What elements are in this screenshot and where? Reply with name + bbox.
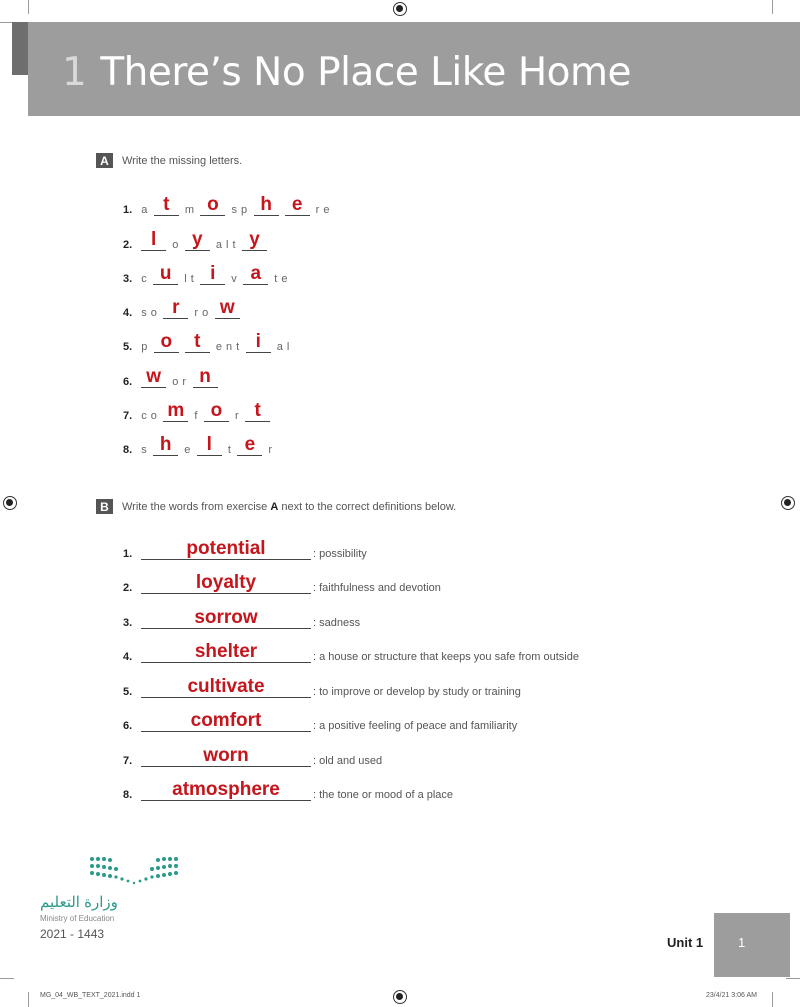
item-number: 7. [123,755,133,767]
registration-mark-icon [393,2,407,16]
answer-letter: o [160,331,173,352]
given-letters: s p [231,204,248,216]
item-number: 4. [123,651,133,663]
crop-mark [772,992,773,1007]
unit-number: 1 [62,50,87,95]
answer-letter: t [194,331,201,352]
exercise-b-item [123,708,517,732]
answer-line[interactable] [141,676,311,698]
letter-blank[interactable] [245,402,270,422]
ministry-name-english: Ministry of Education [40,914,115,923]
given-letters: e n t [215,341,240,353]
answer-word: comfort [190,710,262,731]
exercise-b-item [123,639,579,663]
item-number: 3. [123,273,133,285]
given-letters: v [231,273,238,285]
letter-blank[interactable] [193,368,218,388]
exercise-a-item [123,194,333,216]
crop-mark [28,0,29,14]
exercise-b-item [123,777,453,801]
exercise-b-instruction [122,501,456,513]
answer-word: atmosphere [172,779,280,800]
given-letters: t [227,444,232,456]
letter-blank[interactable] [237,436,262,456]
given-letters: m [184,204,195,216]
answer-letter: y [192,229,203,250]
answer-letter: o [207,194,219,215]
item-number: 3. [123,617,133,629]
given-letters: l t [184,273,195,285]
letter-blank[interactable] [204,402,229,422]
given-letters: a [141,204,148,216]
given-letters: r e [315,204,331,216]
answer-word: loyalty [195,572,257,593]
answer-letter: l [206,434,212,455]
item-number: 2. [123,239,133,251]
answer-letter: w [146,366,162,387]
item-number: 5. [123,686,133,698]
answer-line[interactable] [141,745,311,767]
ministry-name-arabic: وزارة التعليم [40,894,118,911]
letter-blank[interactable] [243,265,268,285]
exercise-b-item [123,570,441,594]
definition-text: : old and used [313,755,383,767]
answer-letter: u [159,263,172,284]
instruction-bold: A [270,500,279,513]
item-number: 2. [123,582,133,594]
letter-blank[interactable] [197,436,222,456]
letter-blank[interactable] [154,196,179,216]
given-letters: t e [274,273,288,285]
answer-word: potential [186,538,266,559]
registration-mark-icon [3,496,17,510]
registration-mark-icon [393,990,407,1004]
letter-blank[interactable] [163,402,188,422]
exercise-a-item [123,297,243,319]
answer-letter: m [167,400,185,421]
crop-mark [28,992,29,1007]
exercise-a-item [123,263,291,285]
answer-line[interactable] [141,779,311,801]
title-text: There’s No Place Like Home [100,50,631,95]
given-letters: o [172,239,179,251]
given-letters: o r [172,376,187,388]
exercise-a-item [123,229,270,251]
letter-blank[interactable] [163,299,188,319]
item-number: 1. [123,548,133,560]
exercise-a-badge: A [96,153,113,168]
exercise-a-item [123,400,273,422]
answer-letter: w [219,297,235,318]
given-letters: s [141,444,148,456]
item-number: 7. [123,410,133,422]
item-number: 6. [123,720,133,732]
exercise-b-header [96,499,456,514]
definition-text: : sadness [313,617,361,629]
given-letters: r o [194,307,209,319]
instruction-text: next to the correct definitions below. [278,500,457,513]
page-number: 1 [738,935,746,950]
exercise-b-item [123,674,521,698]
item-number: 6. [123,376,133,388]
letter-blank[interactable] [246,333,271,353]
ministry-logo-icon [88,855,180,889]
letter-blank[interactable] [185,231,210,251]
page-number-box [714,913,790,977]
given-letters: a l [276,341,290,353]
definition-text: : possibility [313,548,367,560]
answer-letter: t [254,400,261,421]
exercise-a-header [96,153,242,168]
exercise-b-item [123,743,382,767]
answer-letter: o [210,400,223,421]
item-number: 8. [123,789,133,801]
exercise-a-item [123,434,276,456]
instruction-text: Write the words from exercise [122,500,271,513]
letter-blank[interactable] [285,196,310,216]
definition-text: : a positive feeling of peace and familiarity [313,720,518,732]
definition-text: : a house or structure that keeps you safe from outside [313,651,579,663]
definition-text: : the tone or mood of a place [313,789,454,801]
given-letters: c [141,273,148,285]
answer-word: cultivate [187,676,265,697]
definition-text: : to improve or develop by study or training [313,686,521,698]
item-number: 1. [123,204,133,216]
item-number: 5. [123,341,133,353]
answer-word: worn [203,745,249,766]
letter-blank[interactable] [141,231,166,251]
exercise-a-instruction: Write the missing letters. [122,154,243,167]
registration-mark-icon [781,496,795,510]
exercise-b-item [123,536,367,560]
letter-blank[interactable] [215,299,240,319]
answer-letter: h [260,194,272,215]
answer-letter: e [291,194,303,215]
item-number: 8. [123,444,133,456]
answer-line[interactable] [141,710,311,732]
exercise-a-item [123,366,221,388]
letter-blank[interactable] [153,265,178,285]
answer-letter: h [159,434,172,455]
letter-blank[interactable] [200,265,225,285]
page-title [62,50,631,95]
answer-line[interactable] [141,538,311,560]
answer-letter: t [163,194,170,215]
answer-line[interactable] [141,572,311,594]
crop-mark [772,0,773,14]
item-number: 4. [123,307,133,319]
answer-line[interactable] [141,641,311,663]
letter-blank[interactable] [153,436,178,456]
edition-year: 2021 - 1443 [40,927,105,941]
given-letters: r [268,444,273,456]
given-letters: r [234,410,240,422]
definition-text: : faithfulness and devotion [313,582,441,594]
answer-word: shelter [194,641,258,662]
crop-mark [0,978,14,979]
letter-blank[interactable] [154,333,179,353]
given-letters: p [141,341,148,353]
file-slug: MG_04_WB_TEXT_2021.indd 1 [40,992,141,999]
unit-label: Unit 1 [667,935,704,950]
answer-letter: i [210,263,216,284]
answer-word: sorrow [194,607,258,628]
exercise-b-badge: B [96,499,113,514]
answer-line[interactable] [141,607,311,629]
letter-blank[interactable] [185,333,210,353]
given-letters: c o [141,410,158,422]
given-letters: s o [141,307,158,319]
given-letters: e [184,444,191,456]
letter-blank[interactable] [200,196,225,216]
letter-blank[interactable] [141,368,166,388]
exercise-b-item [123,605,360,629]
given-letters: f [194,410,198,422]
answer-letter: a [250,263,262,284]
letter-blank[interactable] [254,196,279,216]
exercise-a-item [123,331,293,353]
crop-mark [786,978,800,979]
answer-letter: e [244,434,256,455]
given-letters: a l t [215,239,237,251]
answer-letter: r [172,297,180,318]
answer-letter: n [199,366,211,387]
letter-blank[interactable] [242,231,267,251]
answer-letter: l [151,229,157,250]
answer-letter: i [255,331,261,352]
answer-letter: y [249,229,260,250]
date-slug: 23/4/21 3:06 AM [706,992,757,999]
